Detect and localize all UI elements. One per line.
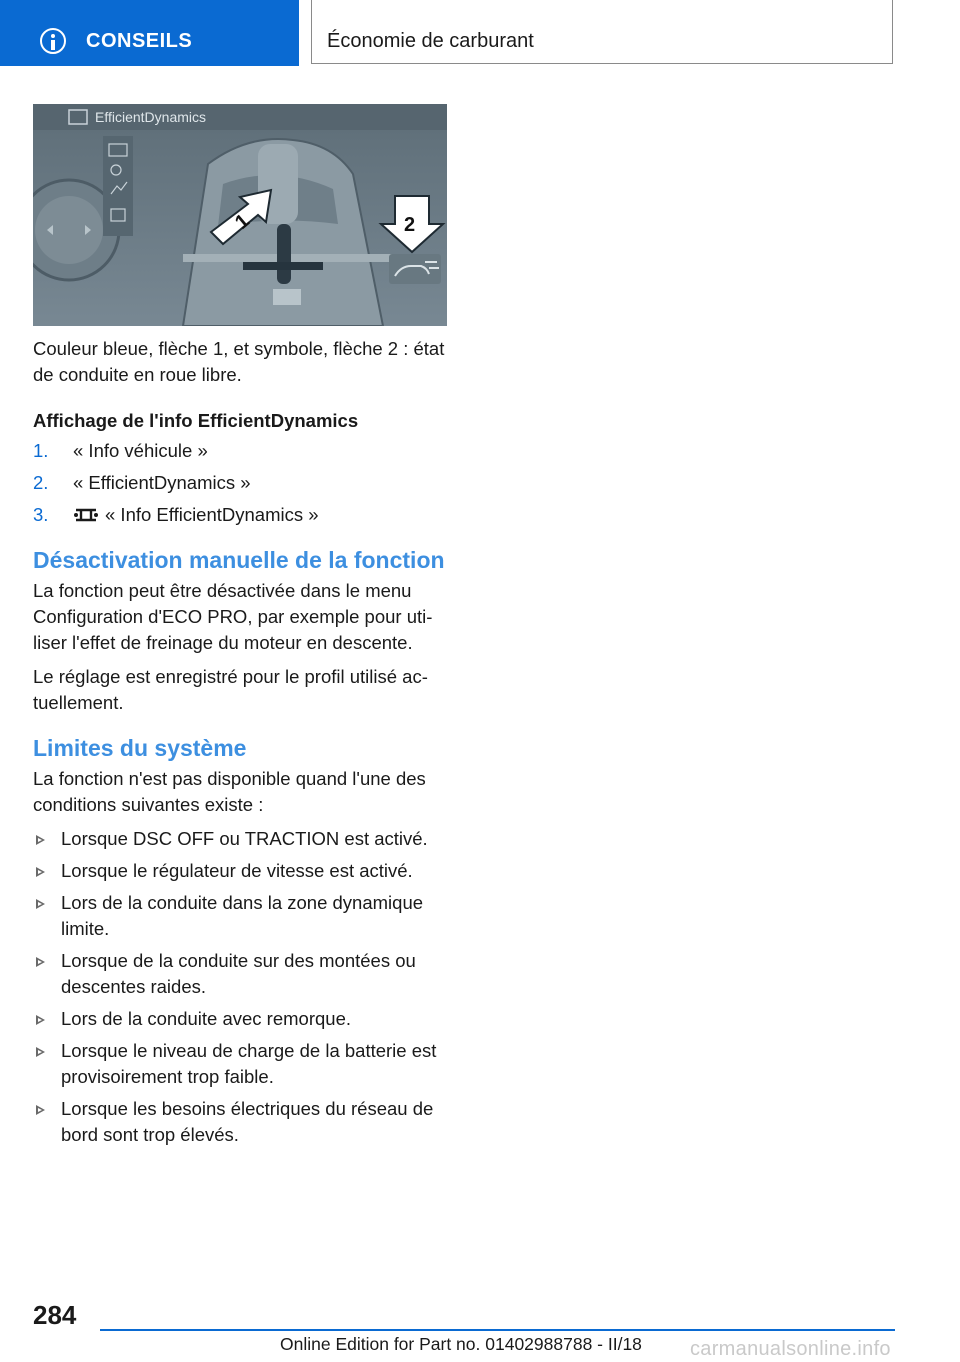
edition-text: Online Edition for Part no. 01402988788 - II/18 — [280, 1334, 642, 1354]
arrow-1-label: 1 — [231, 209, 254, 234]
chapter-header — [311, 0, 893, 64]
section-label: CONSEILS — [86, 30, 193, 52]
display-illustration — [33, 104, 447, 326]
efficientdynamics-icon — [73, 507, 99, 523]
limits-heading: Limites du système — [33, 735, 247, 761]
list-item: Lorsque le niveau de charge de la batterie est provisoirement trop faible. — [33, 1038, 453, 1090]
bullet-triangle-icon — [33, 1038, 61, 1090]
arrow-2-label: 2 — [404, 214, 416, 236]
list-item: Lorsque le régulateur de vitesse est activé. — [33, 858, 453, 884]
deactivation-paragraph: Le réglage est enregistré pour le profil utilisé ac-tuellement. — [33, 666, 428, 713]
limits-intro: La fonction n'est pas disponible quand l'une des conditions suivantes existe : — [33, 768, 426, 815]
efficientdynamics-display-figure — [33, 104, 447, 326]
screen-title: EfficientDynamics — [95, 109, 207, 125]
bullet-triangle-icon — [33, 890, 61, 942]
list-item: Lors de la conduite dans la zone dynamique limite. — [33, 890, 453, 942]
deactivation-paragraph: La fonction peut être désactivée dans le menu Configuration d'ECO PRO, par exemple pour uti-liser l'effet de freinage du moteur en descente. — [33, 580, 433, 653]
main-content — [33, 336, 453, 1154]
list-item: Lorsque de la conduite sur des montées ou descentes raides. — [33, 948, 453, 1000]
page-number: 284 — [33, 1300, 77, 1330]
list-item: Lorsque les besoins électriques du réseau de bord sont trop élevés. — [33, 1096, 453, 1148]
bullet-triangle-icon — [33, 1096, 61, 1148]
list-item: Lorsque DSC OFF ou TRACTION est activé. — [33, 826, 453, 852]
step-item: 1. « Info véhicule » — [33, 440, 208, 461]
watermark: carmanualsonline.info — [690, 1338, 891, 1360]
footer-divider — [100, 1329, 895, 1331]
step-item: 3. « Info EfficientDynamics » — [33, 504, 319, 525]
bullet-triangle-icon — [33, 826, 61, 852]
section-tab — [0, 0, 299, 66]
step-item: 2. « EfficientDynamics » — [33, 472, 251, 493]
list-item: Lors de la conduite avec remorque. — [33, 1006, 453, 1032]
deactivation-heading: Désactivation manuelle de la fonction — [33, 547, 445, 573]
bullet-triangle-icon — [33, 1006, 61, 1032]
figure-caption: Couleur bleue, flèche 1, et symbole, flèche 2 : état de conduite en roue libre. — [33, 338, 445, 385]
info-icon — [40, 28, 66, 54]
bullet-triangle-icon — [33, 858, 61, 884]
bullet-triangle-icon — [33, 948, 61, 1000]
display-section-title: Affichage de l'info EfficientDynamics — [33, 410, 359, 431]
chapter-title: Économie de carburant — [327, 30, 534, 52]
